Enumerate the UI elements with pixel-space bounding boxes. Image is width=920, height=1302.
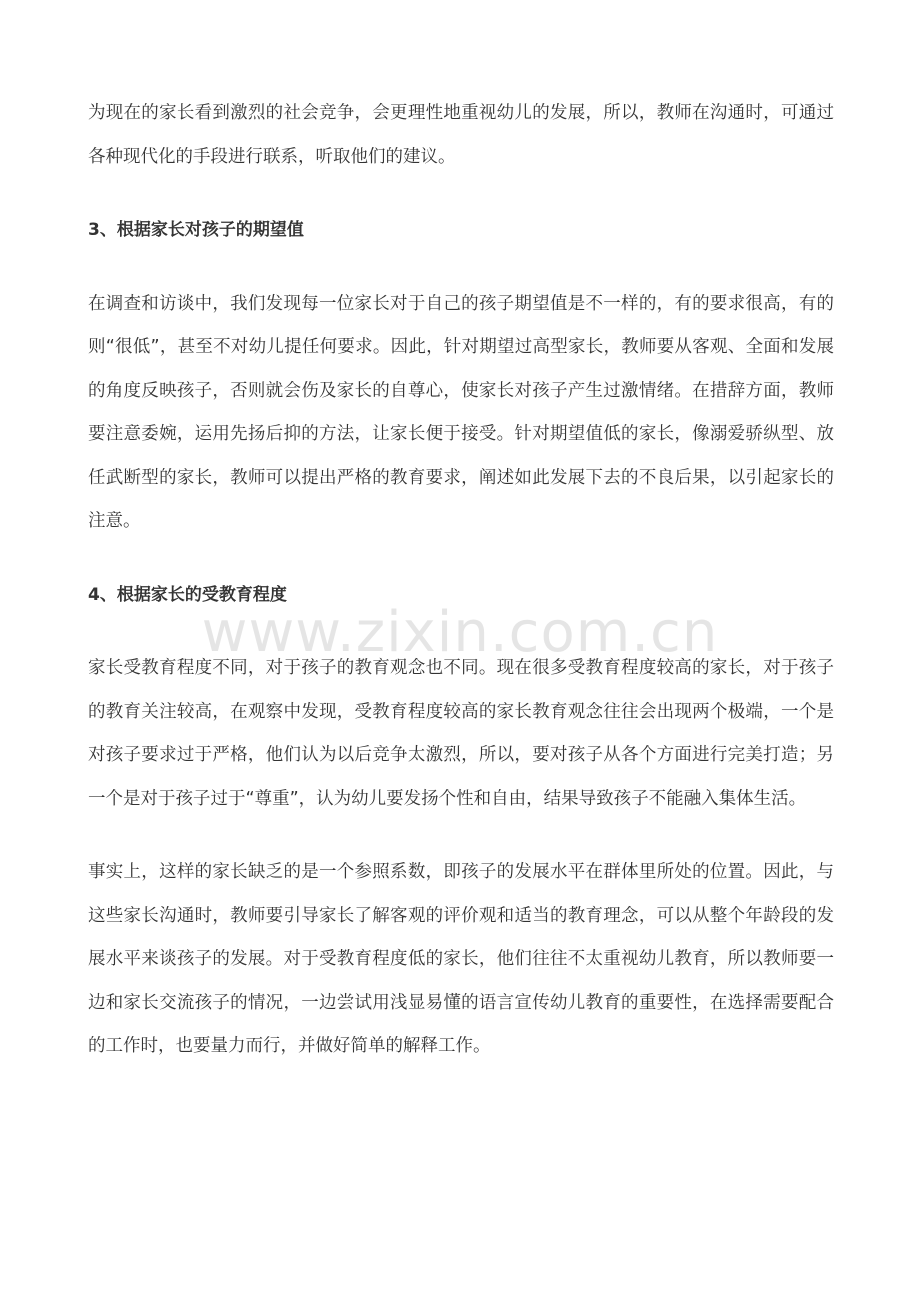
document-body xyxy=(88,92,834,1099)
paragraph: 家长受教育程度不同，对于孩子的教育观念也不同。现在很多受教育程度较高的家长，对于孩子的教育关注较高，在观察中发现，受教育程度较高的家长教育观念往往会出现两个极端，一个是对孩子要求过于严格，他们认为以后竞争太激烈，所以，要对孩子从各个方面进行完美打造；另一个是对于孩子过于“尊重”，认为幼儿要发扬个性和自由，结果导致孩子不能融入集体生活。 xyxy=(88,658,834,809)
section-heading: 3、根据家长对孩子的期望值 xyxy=(88,220,304,240)
paragraph: 在调查和访谈中，我们发现每一位家长对于自己的孩子期望值是不一样的，有的要求很高，有的则“很低”，甚至不对幼儿提任何要求。因此，针对期望过高型家长，教师要从客观、全面和发展的角度反映孩子，否则就会伤及家长的自尊心，使家长对孩子产生过激情绪。在措辞方面，教师要注意委婉，运用先扬后抑的方法，让家长便于接受。针对期望值低的家长，像溺爱骄纵型、放任武断型的家长，教师可以提出严格的教育要求，阐述如此发展下去的不良后果，以引起家长的注意。 xyxy=(88,293,834,531)
paragraph: 事实上，这样的家长缺乏的是一个参照系数，即孩子的发展水平在群体里所处的位置。因此，与这些家长沟通时，教师要引导家长了解客观的评价观和适当的教育理念，可以从整个年龄段的发展水平来谈孩子的发展。对于受教育程度低的家长，他们往往不太重视幼儿教育，所以教师要一边和家长交流孩子的情况，一边尝试用浅显易懂的语言宣传幼儿教育的重要性，在选择需要配合的工作时，也要量力而行，并做好简单的解释工作。 xyxy=(88,862,834,1056)
section-heading: 4、根据家长的受教育程度 xyxy=(88,584,287,605)
paragraph: 为现在的家长看到激烈的社会竞争，会更理性地重视幼儿的发展，所以，教师在沟通时，可通过各种现代化的手段进行联系，听取他们的建议。 xyxy=(88,103,834,167)
watermark: www.zixin.com.cn xyxy=(201,600,719,665)
